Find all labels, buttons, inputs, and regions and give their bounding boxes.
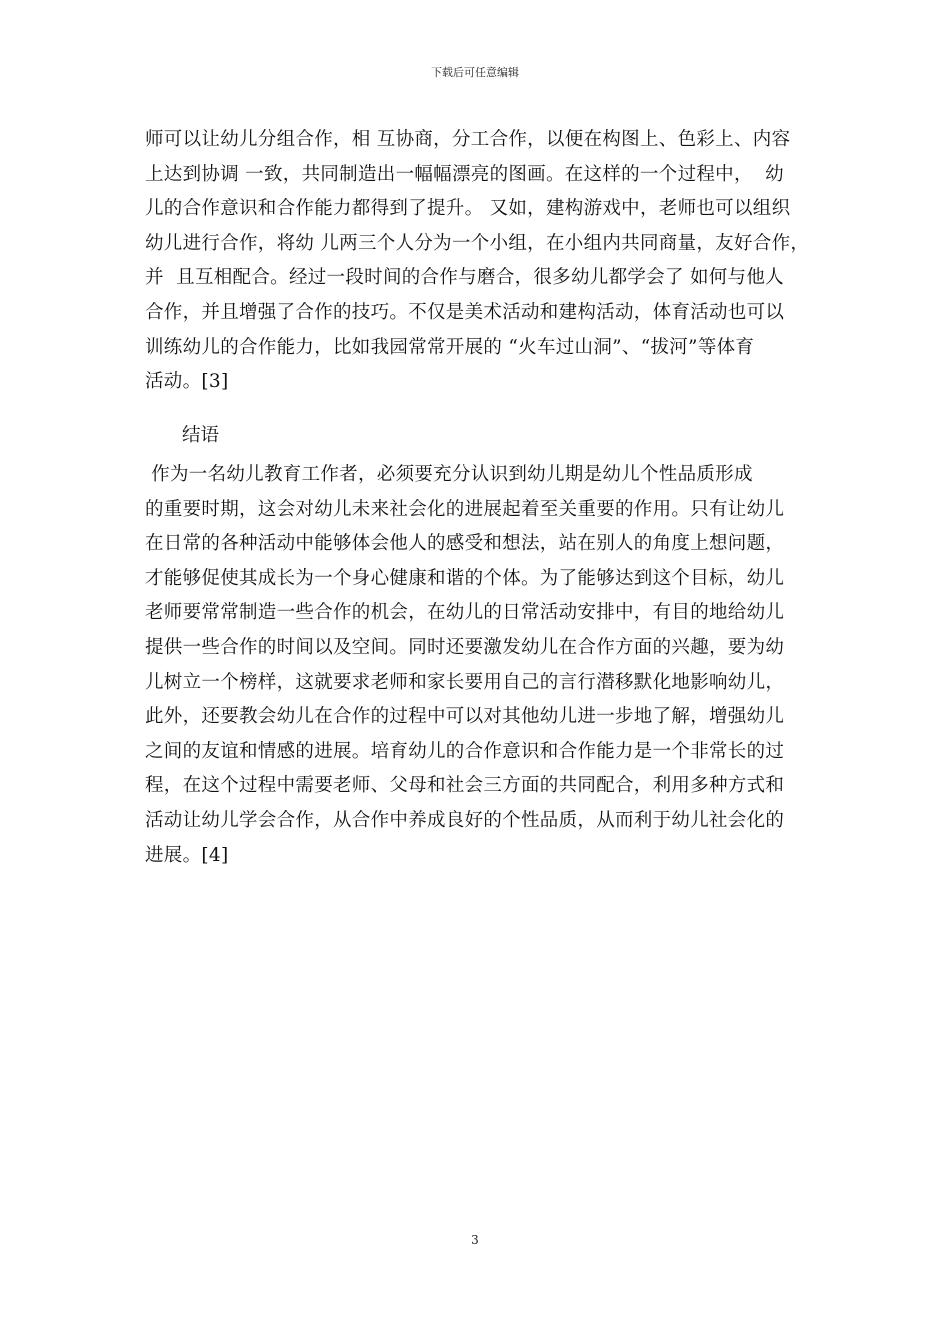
paragraph-line: 师可以让幼儿分组合作，相 互协商，分工合作，以便在构图上、色彩上、内容 bbox=[145, 129, 791, 150]
paragraph-line: 活动。[3] bbox=[145, 371, 229, 393]
section-heading: 结语 bbox=[182, 425, 220, 446]
paragraph-line: 之间的友谊和情感的进展。培育幼儿的合作意识和合作能力是一个非常长的过 bbox=[145, 740, 785, 762]
paragraph-line: 训练幼儿的合作能力，比如我园常常开展的 “火车过山洞”、“拔河”等体育 bbox=[145, 336, 755, 358]
paragraph-line: 作为一名幼儿教育工作者，必须要充分认识到幼儿期是幼儿个性品质形成 bbox=[145, 464, 753, 485]
paragraph-line: 合作，并且增强了合作的技巧。不仅是美术活动和建构活动，体育活动也可以 bbox=[145, 301, 785, 323]
page-number: 3 bbox=[471, 1233, 479, 1247]
body-paragraph-1 bbox=[145, 123, 815, 400]
paragraph-line: 程，在这个过程中需要老师、父母和社会三方面的共同配合，利用多种方式和 bbox=[145, 775, 785, 797]
paragraph-line: 在日常的各种活动中能够体会他人的感受和想法，站在别人的角度上想问题， bbox=[145, 533, 785, 555]
body-paragraph-2 bbox=[145, 458, 815, 873]
paragraph-line: 上达到协调 一致，共同制造出一幅幅漂亮的图画。在这样的一个过程中， 幼 bbox=[145, 163, 784, 185]
paragraph-line: 才能够促使其成长为一个身心健康和谐的个体。为了能够达到这个目标，幼儿 bbox=[145, 567, 785, 589]
paragraph-line: 提供一些合作的时间以及空间。同时还要激发幼儿在合作方面的兴趣，要为幼 bbox=[145, 636, 785, 658]
paragraph-line: 儿的合作意识和合作能力都得到了提升。 又如，建构游戏中，老师也可以组织 bbox=[145, 198, 791, 220]
paragraph-line: 老师要常常制造一些合作的机会，在幼儿的日常活动安排中，有目的地给幼儿 bbox=[145, 602, 785, 624]
paragraph-line: 活动让幼儿学会合作，从合作中养成良好的个性品质，从而利于幼儿社会化的 bbox=[145, 809, 785, 831]
paragraph-line: 并 且互相配合。经过一段时间的合作与磨合，很多幼儿都学会了 如何与他人 bbox=[145, 267, 784, 289]
page-header: 下载后可任意编辑 bbox=[431, 66, 519, 79]
paragraph-line: 进展。[4] bbox=[145, 844, 229, 866]
paragraph-line: 此外，还要教会幼儿在合作的过程中可以对其他幼儿进一步地了解，增强幼儿 bbox=[145, 706, 785, 728]
paragraph-line: 儿树立一个榜样，这就要求老师和家长要用自己的言行潜移默化地影响幼儿， bbox=[145, 671, 785, 693]
paragraph-line: 幼儿进行合作，将幼 儿两三个人分为一个小组，在小组内共同商量，友好合作， bbox=[145, 232, 810, 254]
paragraph-line: 的重要时期，这会对幼儿未来社会化的进展起着至关重要的作用。只有让幼儿 bbox=[145, 498, 785, 520]
